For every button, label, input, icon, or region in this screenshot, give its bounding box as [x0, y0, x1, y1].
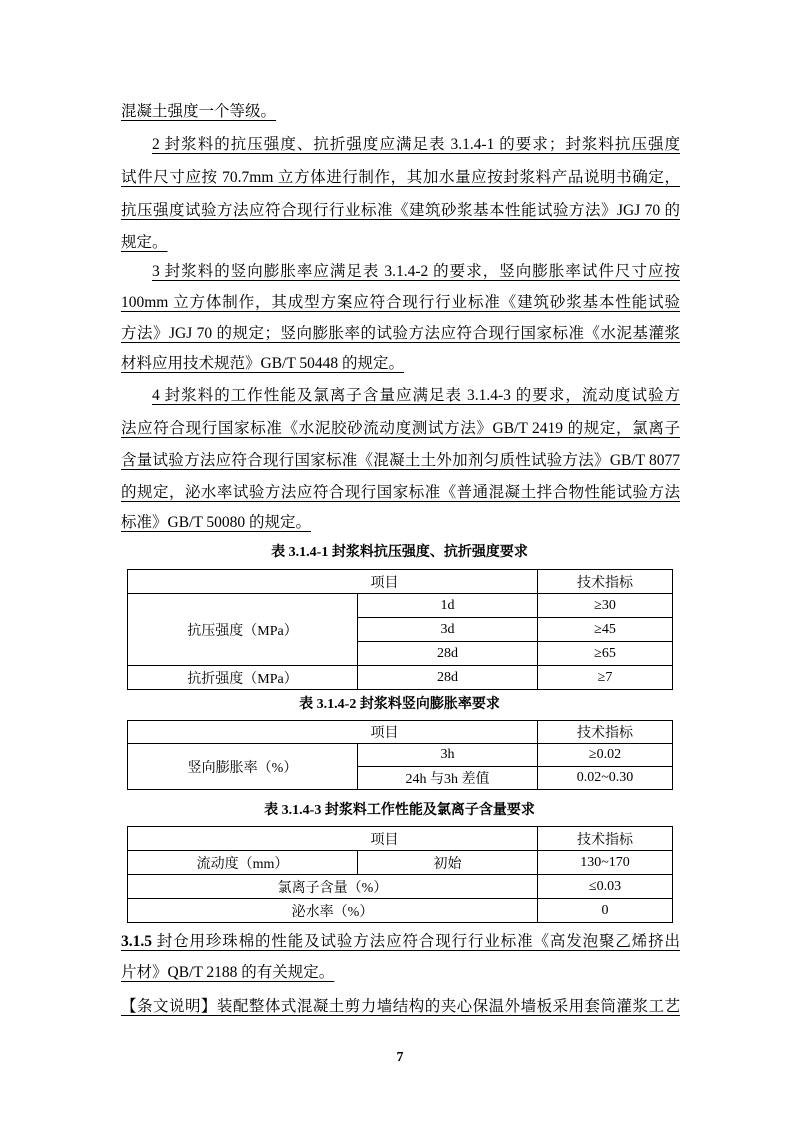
- spec-cell: 0.02~0.30: [538, 767, 673, 790]
- spec-cell: ≥0.02: [538, 744, 673, 767]
- table-row: [128, 744, 673, 767]
- table-row: [128, 594, 673, 618]
- table-3-1-4-3: [127, 826, 673, 923]
- spec-cell: ≤0.03: [538, 875, 673, 899]
- clause-text: 封仓用珍珠棉的性能及试验方法应符合现行行业标准《高发泡聚乙烯挤出: [156, 933, 680, 950]
- clause-3-1-5-line: [121, 931, 680, 953]
- property-cell: 抗压强度（MPa）: [128, 594, 358, 666]
- table-3-1-4-2: [127, 720, 673, 790]
- table-row: [128, 666, 673, 690]
- clause-3-1-5-line: 片材》QB/T 2188 的有关规定。: [121, 964, 335, 981]
- property-cell: 泌水率（%）: [128, 899, 538, 923]
- table-row: [128, 851, 673, 875]
- property-cell: 氯离子含量（%）: [128, 875, 538, 899]
- spec-cell: ≥65: [538, 642, 673, 666]
- property-cell: 流动度（mm）: [128, 851, 358, 875]
- body-line: 4 封浆料的工作性能及氯离子含量应满足表 3.1.4-3 的要求，流动度试验方: [152, 387, 680, 404]
- body-line: 混凝土强度一个等级。: [121, 103, 277, 120]
- table-3-1-4-1: [127, 569, 673, 690]
- body-line: 3 封浆料的竖向膨胀率应满足表 3.1.4-2 的要求，竖向膨胀率试件尺寸应按: [152, 263, 680, 280]
- body-line: 2 封浆料的抗压强度、抗折强度应满足表 3.1.4-1 的要求；封浆料抗压强度: [152, 136, 680, 153]
- property-cell: 抗折强度（MPa）: [128, 666, 358, 690]
- page-number: 7: [396, 1050, 404, 1065]
- header-spec-cell: 技术指标: [538, 827, 673, 851]
- clause-number: 3.1.5: [121, 933, 152, 950]
- condition-cell: 初始: [358, 851, 538, 875]
- header-item-cell: 项目: [128, 570, 538, 594]
- property-cell: 竖向膨胀率（%）: [128, 744, 358, 790]
- header-item-cell: 项目: [128, 721, 538, 744]
- age-cell: 28d: [358, 666, 538, 690]
- body-line: 标准》GB/T 50080 的规定。: [121, 514, 312, 531]
- body-line: 抗压强度试验方法应符合现行行业标准《建筑砂浆基本性能试验方法》JGJ 70 的: [121, 202, 680, 219]
- header-item-cell: 项目: [128, 827, 538, 851]
- age-cell: 3d: [358, 618, 538, 642]
- spec-cell: ≥45: [538, 618, 673, 642]
- table-row: [128, 899, 673, 923]
- body-line: 含量试验方法应符合现行国家标准《混凝土土外加剂匀质性试验方法》GB/T 8077: [121, 452, 680, 469]
- table-caption: 表 3.1.4-2 封浆料竖向膨胀率要求: [299, 697, 500, 712]
- header-spec-cell: 技术指标: [538, 570, 673, 594]
- table-header-row: [128, 721, 673, 744]
- spec-cell: ≥7: [538, 666, 673, 690]
- table-row: [128, 875, 673, 899]
- spec-cell: 0: [538, 899, 673, 923]
- commentary-line: 【条文说明】装配整体式混凝土剪力墙结构的夹心保温外墙板采用套筒灌浆工艺: [121, 997, 680, 1015]
- age-cell: 28d: [358, 642, 538, 666]
- table-caption: 表 3.1.4-1 封浆料抗压强度、抗折强度要求: [271, 545, 528, 560]
- body-line: 方法》JGJ 70 的规定；竖向膨胀率的试验方法应符合现行国家标准《水泥基灌浆: [121, 325, 680, 342]
- body-line: 规定。: [121, 234, 168, 251]
- table-header-row: [128, 570, 673, 594]
- header-spec-cell: 技术指标: [538, 721, 673, 744]
- spec-cell: 130~170: [538, 851, 673, 875]
- condition-cell: 24h 与3h 差值: [358, 767, 538, 790]
- condition-cell: 3h: [358, 744, 538, 767]
- table-caption: 表 3.1.4-3 封浆料工作性能及氯离子含量要求: [264, 803, 535, 818]
- spec-cell: ≥30: [538, 594, 673, 618]
- body-line: 试件尺寸应按 70.7mm 立方体进行制作，其加水量应按封浆料产品说明书确定，: [121, 169, 680, 186]
- body-line: 材料应用技术规范》GB/T 50448 的规定。: [121, 355, 405, 372]
- table-header-row: [128, 827, 673, 851]
- body-line: 的规定，泌水率试验方法应符合现行国家标准《普通混凝土拌合物性能试验方法: [121, 484, 680, 501]
- body-line: 法应符合现行国家标准《水泥胶砂流动度测试方法》GB/T 2419 的规定，氯离子: [121, 420, 680, 437]
- age-cell: 1d: [358, 594, 538, 618]
- body-line: 100mm 立方体制作，其成型方案应符合现行行业标准《建筑砂浆基本性能试验: [121, 294, 680, 311]
